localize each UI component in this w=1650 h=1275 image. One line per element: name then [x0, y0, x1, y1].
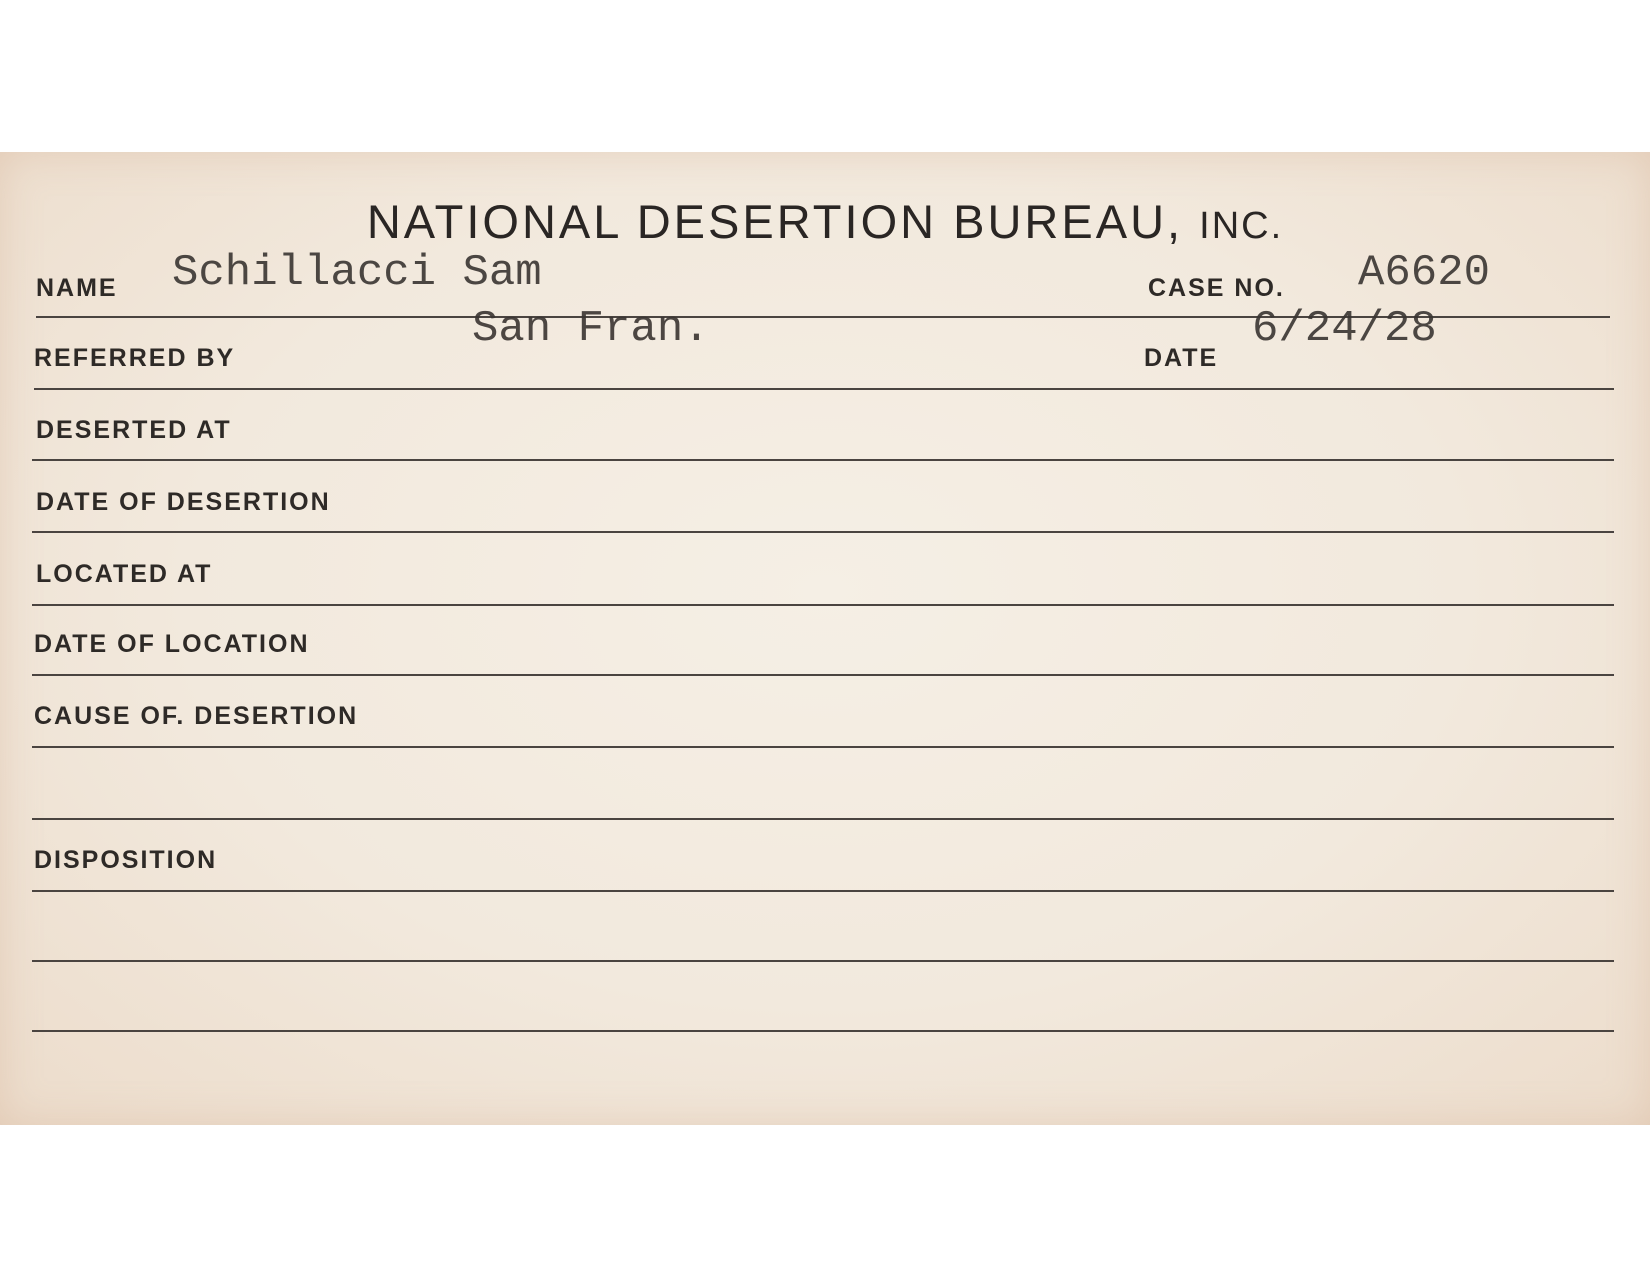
date-of-location-line: [32, 674, 1614, 676]
blank-line-2: [32, 960, 1614, 962]
date-label: DATE: [1144, 344, 1219, 372]
date-value: 6/24/28: [1252, 304, 1437, 354]
referred-by-value: San Fran.: [472, 304, 710, 354]
card-title-suffix: INC.: [1199, 205, 1284, 247]
located-at-line: [32, 604, 1614, 606]
name-value: Schillacci Sam: [172, 248, 542, 298]
card-title-main: NATIONAL DESERTION BUREAU,: [366, 195, 1184, 248]
date-of-desertion-label: DATE OF DESERTION: [36, 488, 331, 516]
name-label: NAME: [36, 274, 118, 302]
cause-of-desertion-line: [32, 746, 1614, 748]
referred-by-label: REFERRED BY: [34, 344, 236, 372]
deserted-at-line: [32, 459, 1614, 461]
cause-of-desertion-label: CAUSE OF. DESERTION: [34, 702, 359, 730]
disposition-label: DISPOSITION: [34, 846, 218, 874]
referred-by-line: [34, 388, 1614, 390]
blank-line-3: [32, 1030, 1614, 1032]
index-card: [0, 152, 1650, 1125]
date-of-desertion-line: [32, 531, 1614, 533]
date-of-location-label: DATE OF LOCATION: [34, 630, 310, 658]
deserted-at-label: DESERTED AT: [36, 416, 232, 444]
case-no-label: CASE NO.: [1148, 274, 1285, 302]
blank-line-1: [32, 818, 1614, 820]
case-no-value: A6620: [1358, 248, 1491, 298]
card-title: [0, 194, 1650, 249]
disposition-line: [32, 890, 1614, 892]
located-at-label: LOCATED AT: [36, 560, 213, 588]
